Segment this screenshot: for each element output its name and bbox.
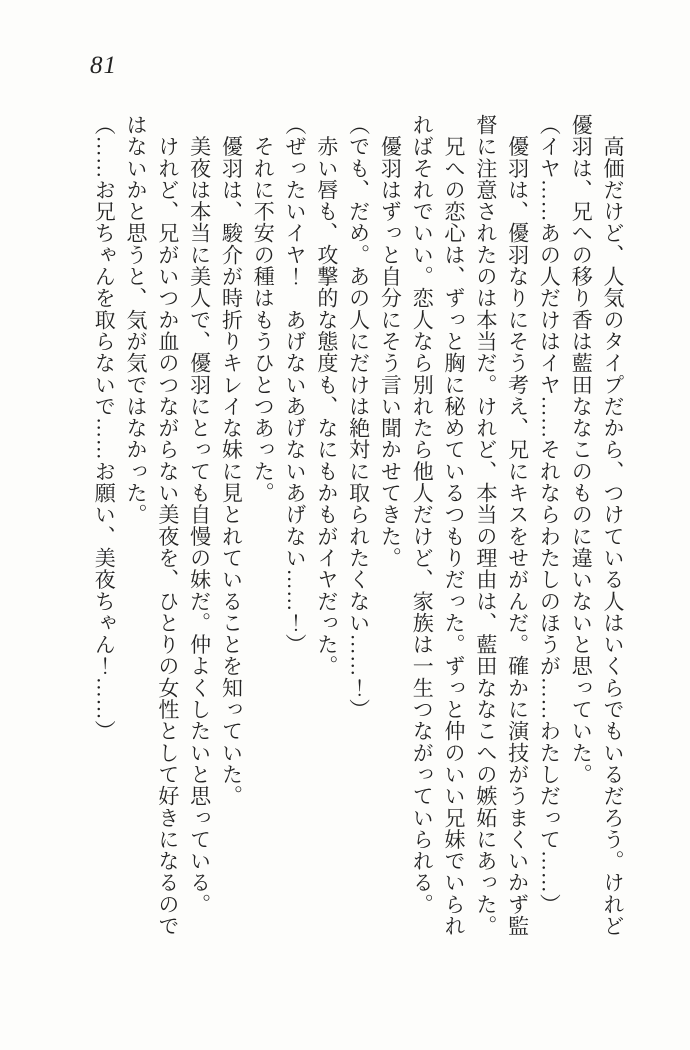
text-line: 優羽は、駿介が時折りキレイな妹に見とれていることを知っていた。 [219,114,244,807]
text-line: （ぜったいイヤ！ あげないあげないあげない……！） [283,114,308,656]
text-line: 美夜は本当に美人で、優羽にとっても自慢の妹だ。仲よくしたいと思っている。 [187,114,212,916]
page-number: 81 [90,52,117,79]
text-line: それに不安の種はもうひとつあった。 [251,114,276,504]
text-line: はないかと思うと、気が気ではなかった。 [124,114,149,526]
text-line: 優羽は、優羽なりにそう考え、兄にキスをせがんだ。確かに演技がうまくいかず監 [505,114,530,937]
text-line: ればそれでいい。恋人なら別れたら他人だけど、家族は一生つながっていられる。 [410,114,435,916]
text-line: けれど、兄がいつか血のつながらない美夜を、ひとりの女性として好きになるので [155,114,180,937]
text-line: （イヤ……あの人だけはイヤ……それならわたしのほうが……わたしだって……） [537,114,562,916]
text-line: 優羽は、兄への移り香は藍田ななこのものに違いないと思っていた。 [569,114,594,786]
text-line: 赤い唇も、攻撃的な態度も、なにもかもがイヤだった。 [314,114,339,677]
text-line: 督に注意されたのは本当だ。けれど、本当の理由は、藍田ななこへの嫉妬にあった。 [473,114,498,937]
text-line: 高価だけど、人気のタイプだから、つけている人はいくらでもいるだろう。けれど [601,114,625,937]
text-line: （でも、だめ。あの人にだけは絶対に取られたくない……！） [346,114,371,721]
text-line: （……お兄ちゃんを取らないで……お願い、美夜ちゃん！……） [92,114,117,742]
text-line: 優羽はずっと自分にそう言い聞かせてきた。 [378,114,403,569]
novel-text-block [87,114,628,940]
text-line: 兄への恋心は、ずっと胸に秘めているつもりだった。ずっと仲のいい兄妹でいられ [442,114,467,937]
